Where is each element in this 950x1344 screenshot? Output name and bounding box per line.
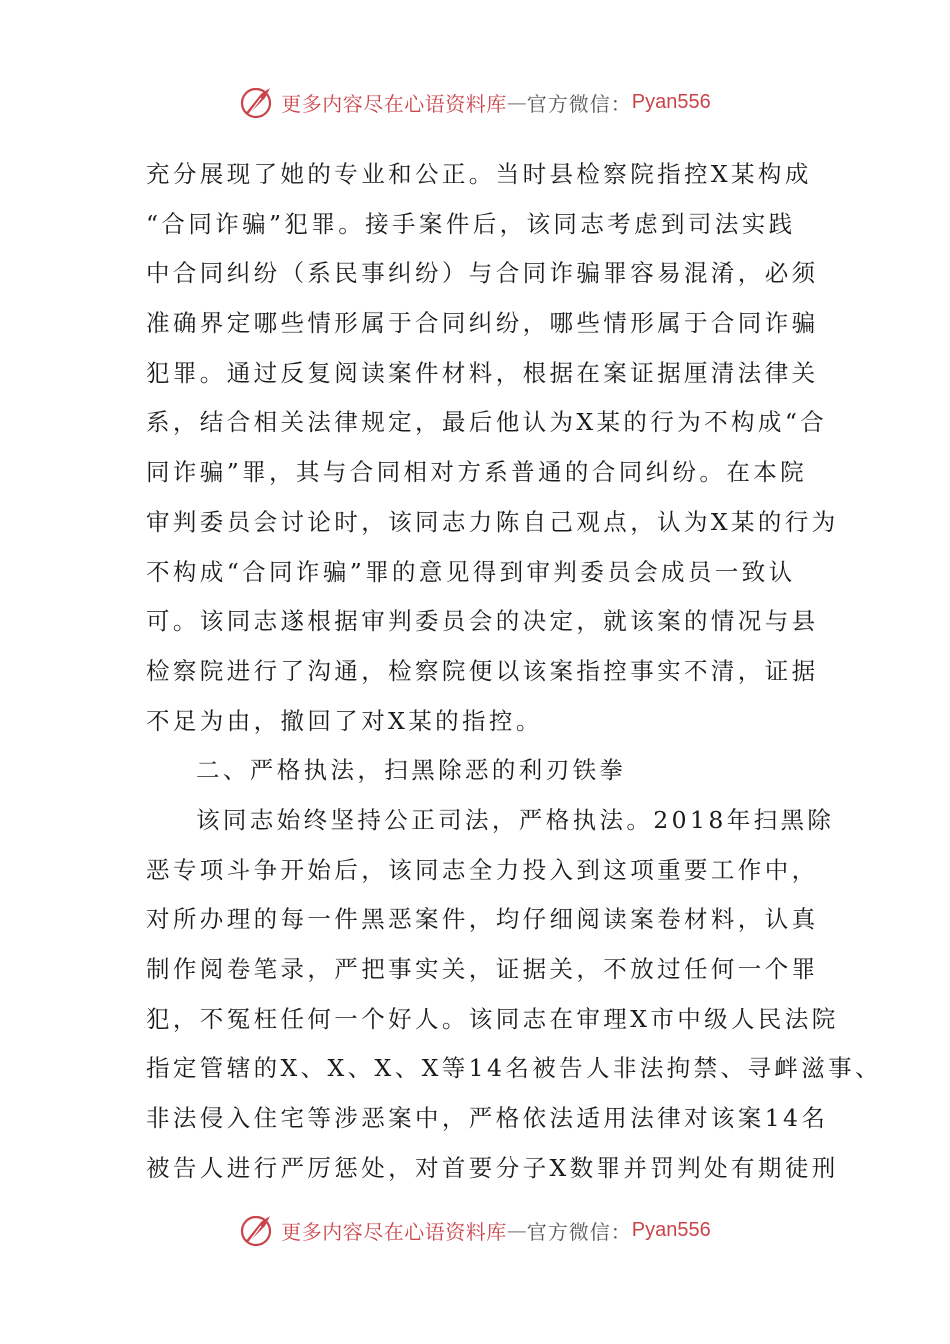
header-watermark-banner: [0, 82, 950, 122]
text-line: 被告人进行严厉惩处，对首要分子X数罪并罚判处有期徒刑: [146, 1153, 839, 1182]
text-line: 该同志始终坚持公正司法，严格执法。2018年扫黑除: [196, 805, 835, 834]
text-line: 检察院进行了沟通，检察院便以该案指控事实不清，证据: [146, 656, 819, 685]
quill-pen-logo-icon: [239, 84, 275, 120]
text-line: 指定管辖的X、X、X、X等14名被告人非法拘禁、寻衅滋事、: [146, 1054, 882, 1083]
banner-wechat-id: Pyan556: [631, 1218, 711, 1241]
text-line: 审判委员会讨论时，该同志力陈自己观点，认为X某的行为: [146, 507, 839, 536]
banner-separator: —: [506, 1218, 527, 1242]
text-line: 制作阅卷笔录，严把事实关，证据关，不放过任何一个罪: [146, 955, 819, 983]
text-line: 同诈骗”罪，其与合同相对方系普通的合同纠纷。在本院: [146, 458, 808, 487]
text-line: 准确界定哪些情形属于合同纠纷，哪些情形属于合同诈骗: [146, 309, 819, 338]
text-line: 充分展现了她的专业和公正。当时县检察院指控X某构成: [146, 160, 812, 188]
document-body: [146, 150, 882, 1193]
text-line: 犯罪。通过反复阅读案件材料，根据在案证据厘清法律关: [146, 358, 819, 387]
text-line: 系，结合相关法律规定，最后他认为X某的行为不构成“合: [146, 408, 828, 437]
banner-wechat-label: 官方微信：: [526, 91, 632, 116]
text-line: 中合同纠纷（系民事纠纷）与合同诈骗罪容易混淆，必须: [146, 259, 819, 288]
text-line: “合同诈骗”犯罪。接手案件后，该同志考虑到司法实践: [146, 209, 796, 238]
text-line: 二、严格执法，扫黑除恶的利刃铁拳: [196, 756, 627, 785]
text-line: 对所办理的每一件黑恶案件，均仔细阅读案卷材料，认真: [146, 905, 819, 934]
banner-main-text: 更多内容尽在心语资料库: [281, 91, 507, 116]
banner-wechat-label: 官方微信：: [526, 1219, 632, 1244]
banner-wechat-id: Pyan556: [631, 90, 711, 113]
banner-separator: —: [506, 90, 527, 114]
quill-pen-logo-icon: [239, 1212, 275, 1248]
text-line: 犯，不冤枉任何一个好人。该同志在审理X市中级人民法院: [146, 1004, 839, 1033]
text-line: 恶专项斗争开始后，该同志全力投入到这项重要工作中，: [146, 855, 819, 884]
text-line: 不足为由，撤回了对X某的指控。: [146, 706, 543, 735]
text-line: 可。该同志遂根据审判委员会的决定，就该案的情况与县: [146, 607, 819, 636]
banner-main-text: 更多内容尽在心语资料库: [281, 1219, 507, 1244]
footer-watermark-banner: [0, 1210, 950, 1250]
text-line: 非法侵入住宅等涉恶案中，严格依法适用法律对该案14名: [146, 1104, 829, 1133]
text-line: 不构成“合同诈骗”罪的意见得到审判委员会成员一致认: [146, 557, 796, 586]
